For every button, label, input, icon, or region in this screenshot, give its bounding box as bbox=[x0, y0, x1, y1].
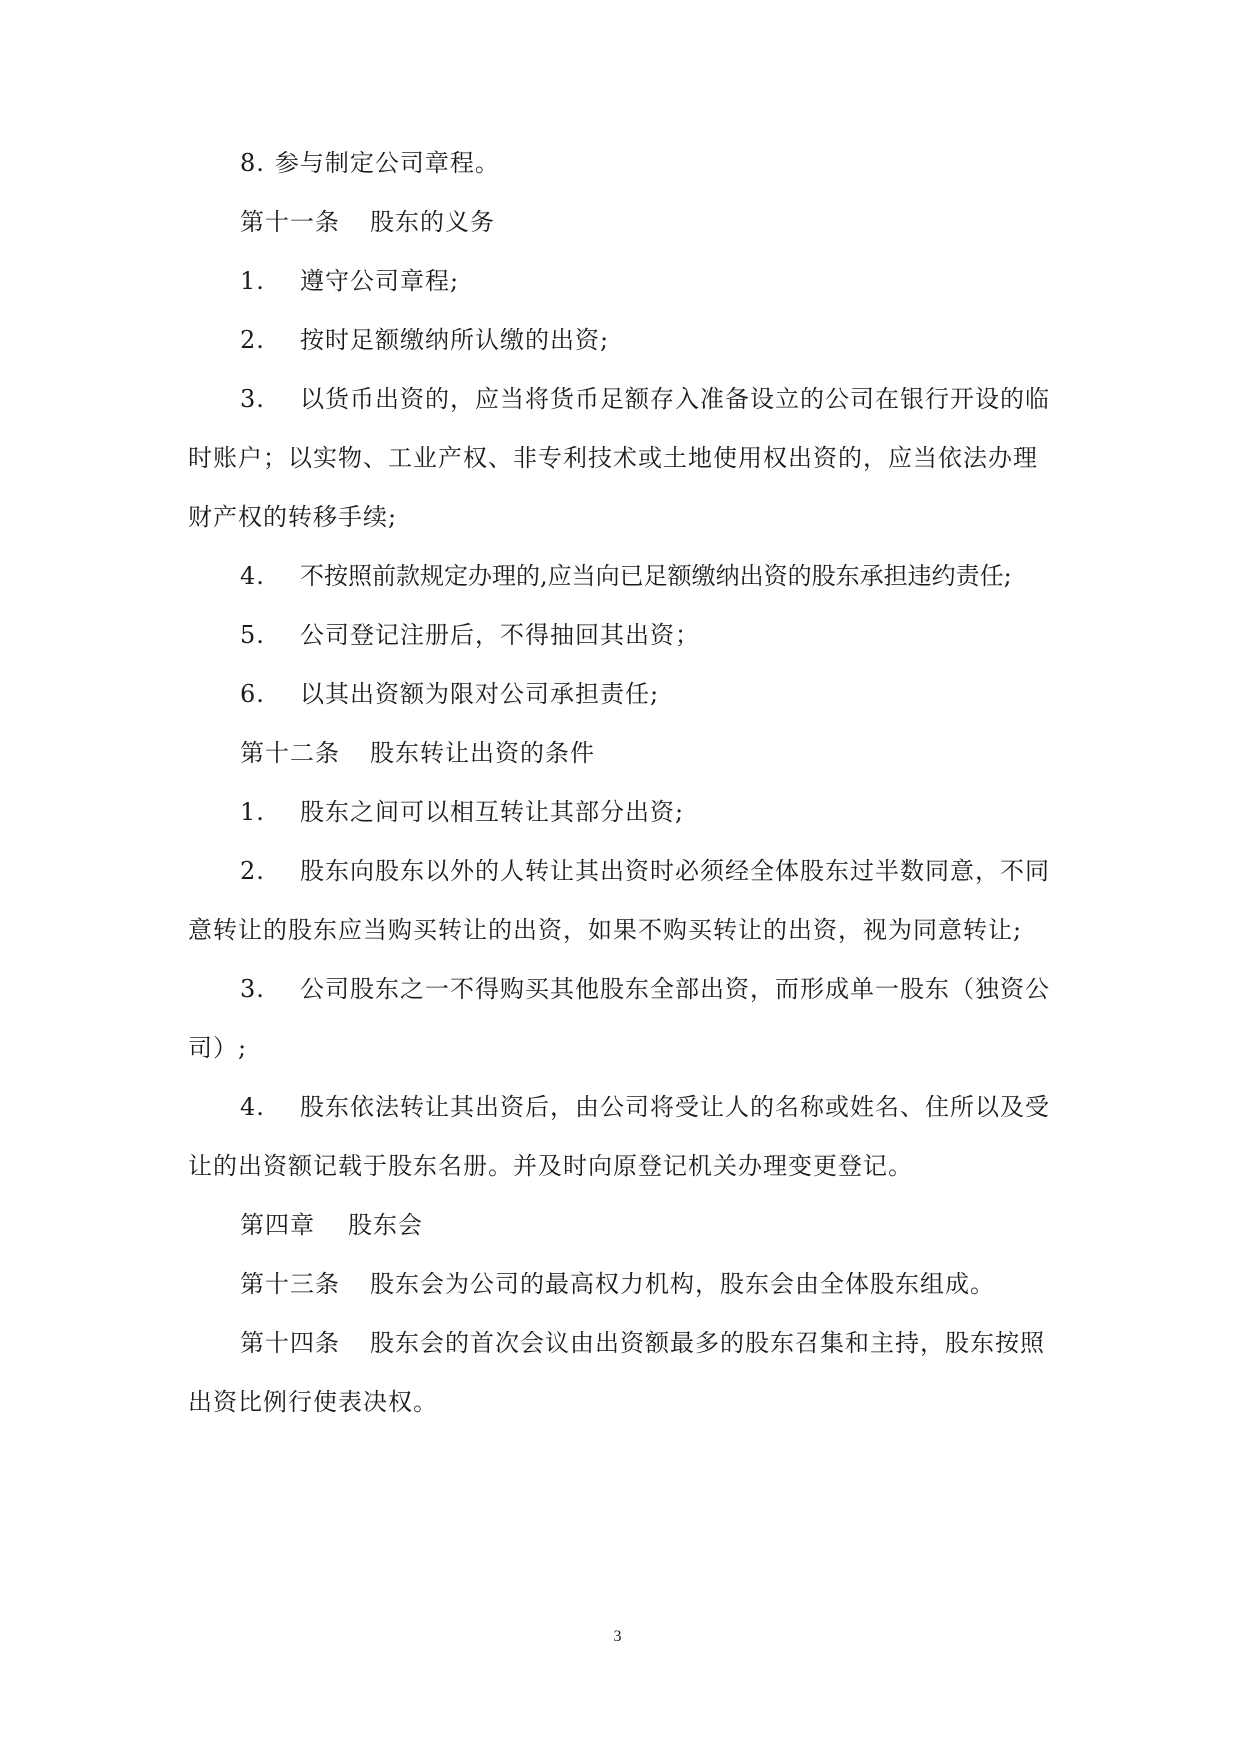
item-text: 按时足额缴纳所认缴的出资; bbox=[300, 326, 610, 354]
duty-2 bbox=[240, 325, 1058, 355]
transfer-2-cont: 意转让的股东应当购买转让的出资，如果不购买转让的出资，视为同意转让; bbox=[188, 916, 1023, 944]
item-number: 6. bbox=[240, 680, 265, 708]
page-number: 3 bbox=[613, 1628, 622, 1645]
duty-6 bbox=[240, 679, 1058, 709]
article-text: 股东会为公司的最高权力机构，股东会由全体股东组成。 bbox=[370, 1270, 995, 1298]
duty-3-cont-2: 财产权的转移手续; bbox=[188, 503, 398, 531]
item-number: 5. bbox=[240, 621, 265, 649]
article-12-heading bbox=[240, 738, 1058, 768]
article-text: 股东会的首次会议由出资额最多的股东召集和主持，股东按照 bbox=[370, 1329, 1045, 1357]
chapter-title: 股东会 bbox=[348, 1211, 423, 1239]
article-number: 第十三条 bbox=[240, 1270, 340, 1298]
item-number: 3. bbox=[240, 385, 265, 413]
article-title: 股东转让出资的条件 bbox=[370, 739, 595, 767]
transfer-1 bbox=[240, 797, 1058, 827]
duty-1 bbox=[240, 266, 1058, 296]
duty-4 bbox=[240, 561, 1058, 591]
transfer-3-cont: 司）; bbox=[188, 1034, 248, 1062]
item-8 bbox=[240, 148, 1058, 178]
transfer-3 bbox=[240, 974, 1058, 1004]
transfer-4 bbox=[240, 1092, 1058, 1122]
article-number: 第十二条 bbox=[240, 739, 340, 767]
item-text: 公司登记注册后，不得抽回其出资； bbox=[300, 621, 700, 649]
item-number: 1. bbox=[240, 267, 265, 295]
item-number: 4. bbox=[240, 562, 265, 590]
item-number: 2. bbox=[240, 857, 265, 885]
item-number: 8. bbox=[240, 149, 265, 177]
item-text: 公司股东之一不得购买其他股东全部出资，而形成单一股东（独资公 bbox=[300, 975, 1050, 1003]
article-number: 第十四条 bbox=[240, 1329, 340, 1357]
item-number: 3. bbox=[240, 975, 265, 1003]
article-13 bbox=[240, 1269, 1058, 1299]
article-14-cont: 出资比例行使表决权。 bbox=[188, 1388, 438, 1416]
item-number: 1. bbox=[240, 798, 265, 826]
item-text: 不按照前款规定办理的,应当向已足额缴纳出资的股东承担违约责任; bbox=[300, 562, 1012, 590]
chapter-4-heading bbox=[240, 1210, 1058, 1240]
item-text: 参与制定公司章程。 bbox=[274, 149, 500, 177]
article-number: 第十一条 bbox=[240, 208, 340, 236]
transfer-4-cont: 让的出资额记载于股东名册。并及时向原登记机关办理变更登记。 bbox=[188, 1152, 913, 1180]
article-title: 股东的义务 bbox=[370, 208, 495, 236]
item-text: 股东向股东以外的人转让其出资时必须经全体股东过半数同意，不同 bbox=[300, 857, 1050, 885]
duty-5 bbox=[240, 620, 1058, 650]
item-text: 以货币出资的，应当将货币足额存入准备设立的公司在银行开设的临 bbox=[300, 385, 1050, 413]
item-text: 股东依法转让其出资后，由公司将受让人的名称或姓名、住所以及受 bbox=[300, 1093, 1050, 1121]
article-14 bbox=[240, 1328, 1058, 1358]
article-11-heading bbox=[240, 207, 1058, 237]
duty-3 bbox=[240, 384, 1058, 414]
item-text: 以其出资额为限对公司承担责任; bbox=[300, 680, 660, 708]
item-number: 2. bbox=[240, 326, 265, 354]
item-number: 4. bbox=[240, 1093, 265, 1121]
transfer-2 bbox=[240, 856, 1058, 886]
duty-3-cont-1: 时账户；以实物、工业产权、非专利技术或土地使用权出资的，应当依法办理 bbox=[188, 444, 1038, 472]
item-text: 股东之间可以相互转让其部分出资; bbox=[300, 798, 685, 826]
item-text: 遵守公司章程; bbox=[300, 267, 460, 295]
chapter-number: 第四章 bbox=[240, 1211, 315, 1239]
